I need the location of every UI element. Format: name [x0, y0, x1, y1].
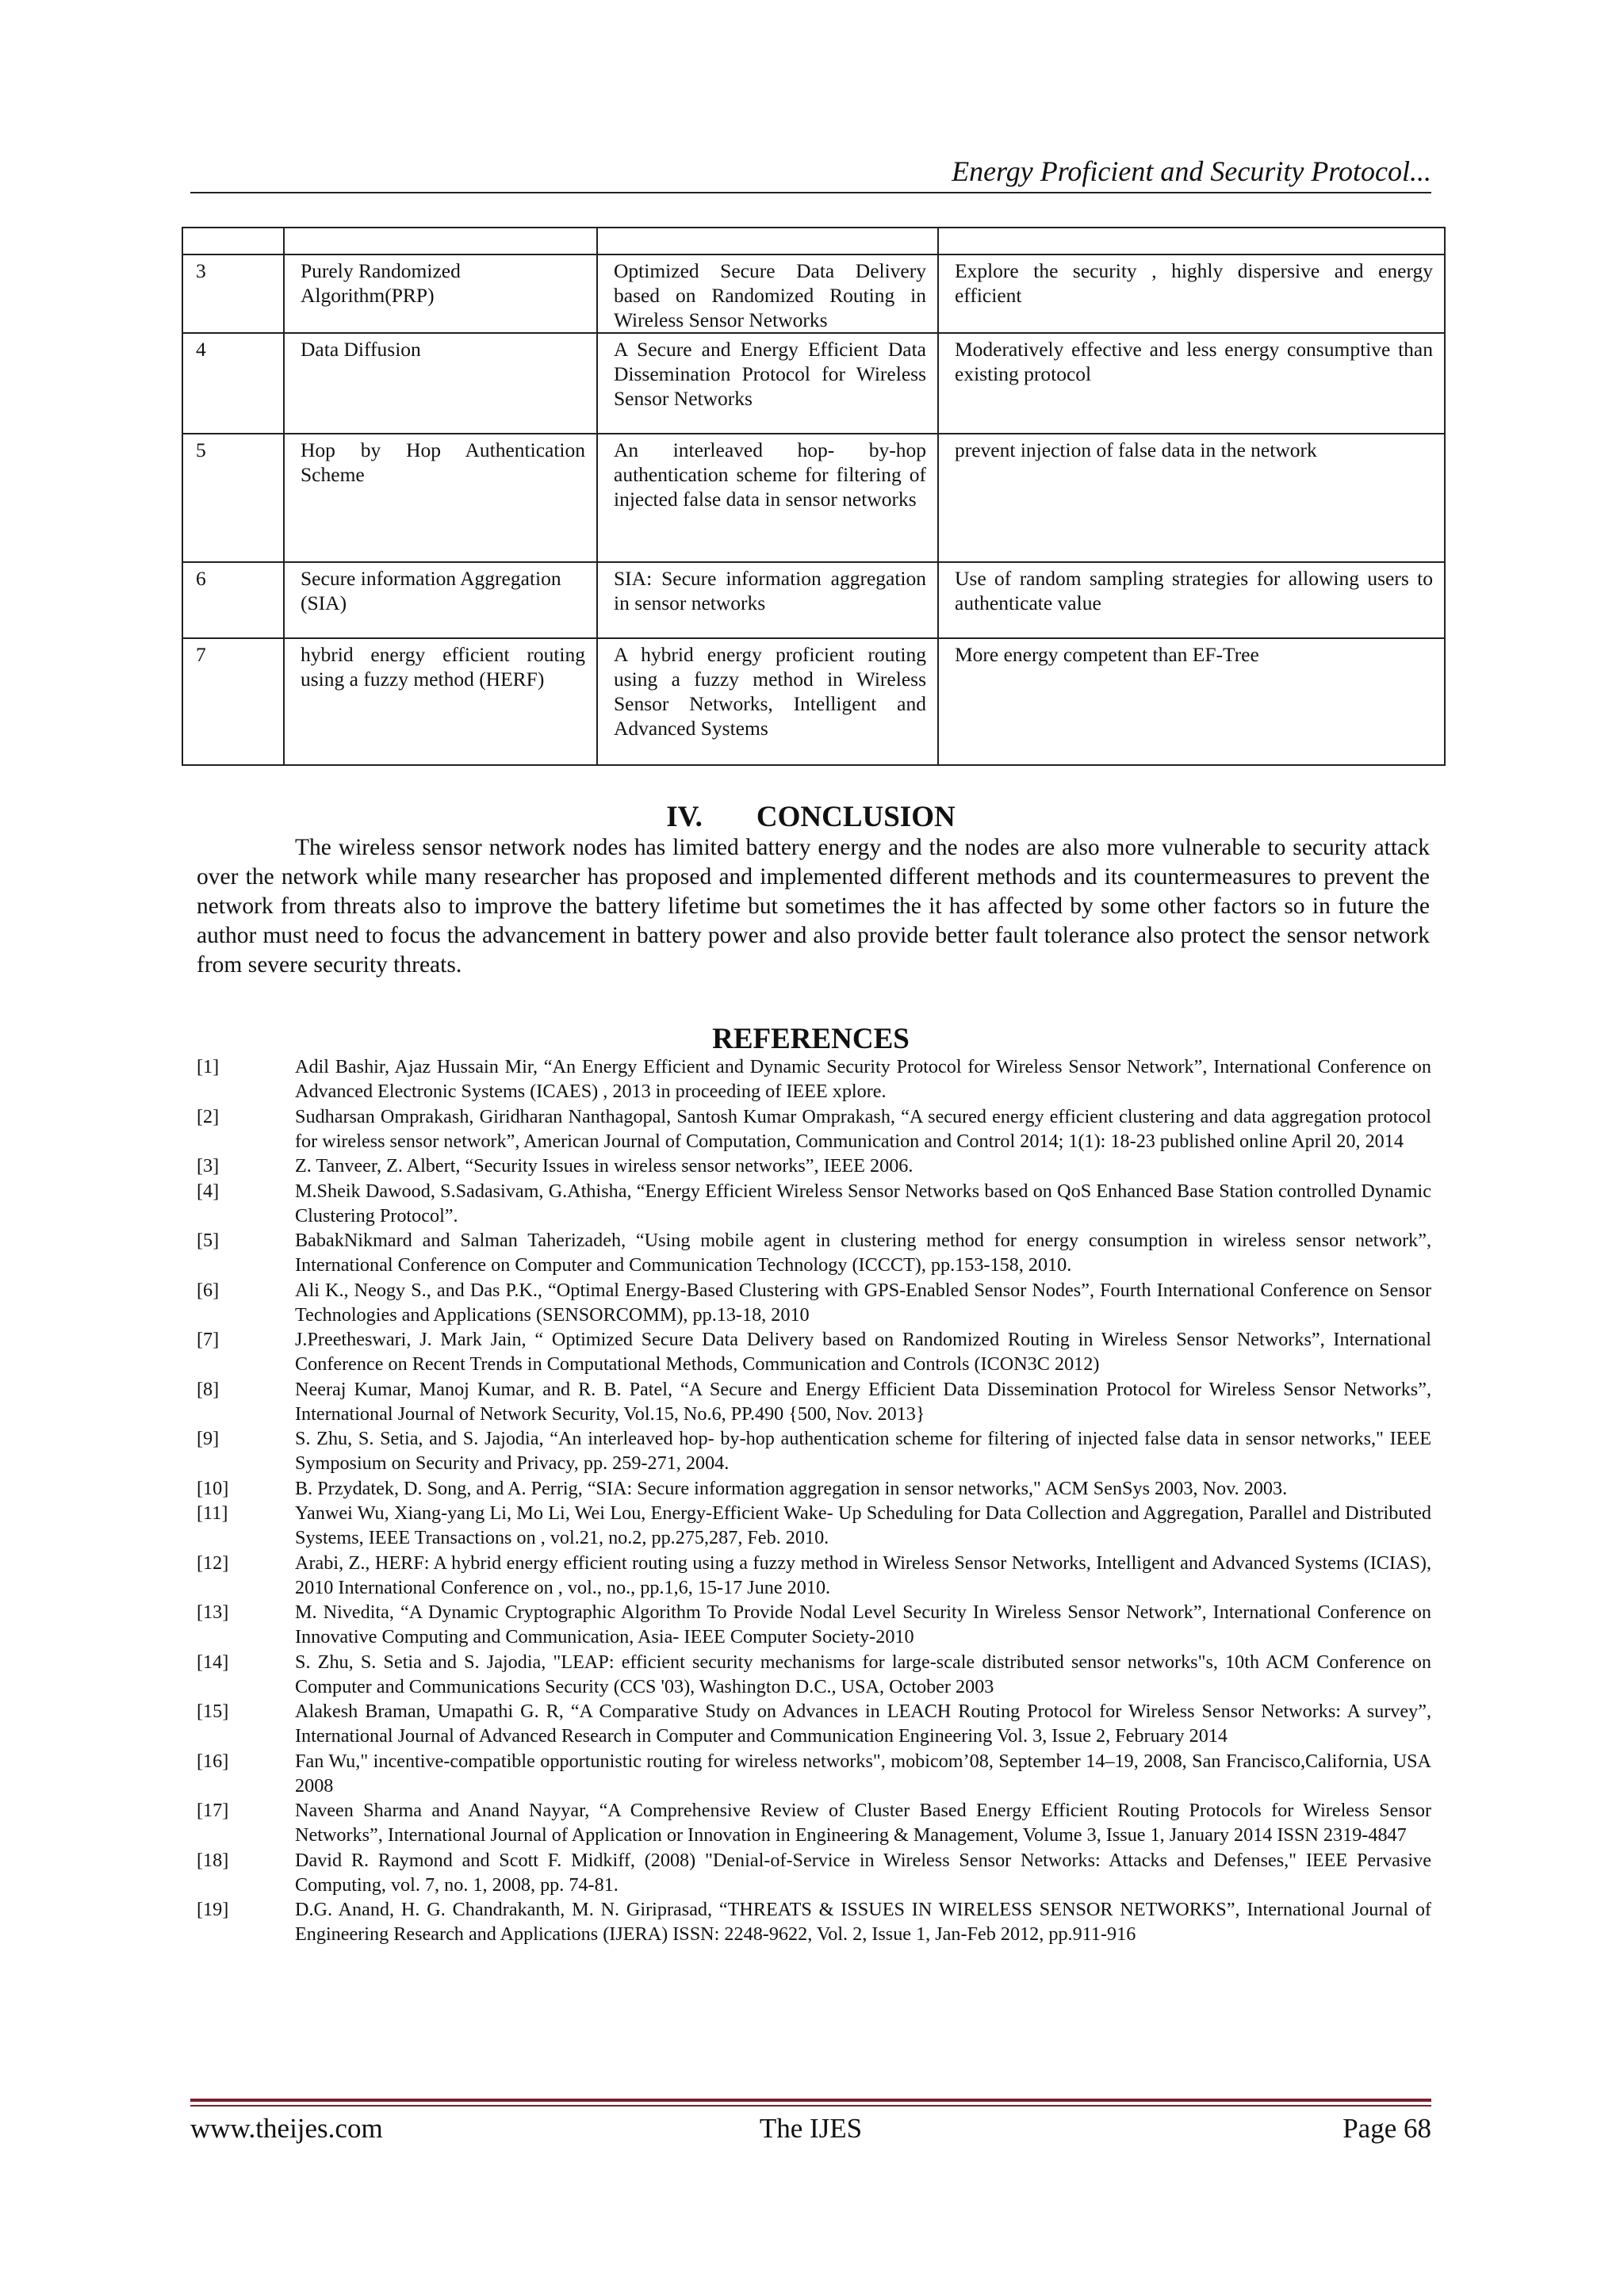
table-cell-protocol: Data Diffusion: [284, 333, 597, 434]
table-cell-remarks: Explore the security , highly dispersive and energy efficient: [938, 254, 1445, 333]
reference-item: [197, 1650, 1431, 1699]
reference-text: Neeraj Kumar, Manoj Kumar, and R. B. Patel, “A Secure and Energy Efficient Data Dissemination Protocol for Wireless Sensor Networks”, International Journal of Network Security, Vol.15, No.6, PP.490 {500, Nov. 2013}: [295, 1378, 1431, 1425]
table-row: [182, 562, 1445, 638]
reference-number: [12]: [197, 1552, 229, 1574]
reference-text: D.G. Anand, H. G. Chandrakanth, M. N. Giriprasad, “THREATS & ISSUES IN WIRELESS SENSOR NETWORKS”, International Journal of Engineering Research and Applications (IJERA) ISSN: 2248-9622, Vol. 2, Issue 1, Jan-Feb 2012, pp.911-916: [295, 1899, 1431, 1945]
table-cell-protocol: Hop by Hop Authentication Scheme: [284, 434, 597, 562]
table-cell-paper: An interleaved hop- by-hop authentication scheme for filtering of injected false data in sensor networks: [597, 434, 938, 562]
reference-number: [10]: [197, 1477, 229, 1499]
reference-text: M. Nivedita, “A Dynamic Cryptographic Algorithm To Provide Nodal Level Security In Wireless Sensor Network”, International Conference on Innovative Computing and Communication, Asia- IEEE Computer Society-2010: [295, 1601, 1431, 1647]
footer-rule: [190, 2099, 1431, 2107]
reference-number: [8]: [197, 1378, 220, 1400]
reference-text: Naveen Sharma and Anand Nayyar, “A Comprehensive Review of Cluster Based Energy Efficient Routing Protocols for Wireless Sensor Networks”, International Journal of Application or Innovation in Engineering & Management, Volume 3, Issue 1, January 2014 ISSN 2319-4847: [295, 1800, 1431, 1846]
table-row: [182, 333, 1445, 434]
footer-journal: The IJES: [759, 2113, 863, 2144]
table-cell-num: 5: [182, 434, 284, 562]
reference-number: [4]: [197, 1180, 220, 1202]
reference-item: [197, 1154, 1431, 1178]
reference-item: [197, 1848, 1431, 1897]
table-cell-num: [182, 228, 284, 254]
reference-item: [197, 1426, 1431, 1475]
reference-item: [197, 1278, 1431, 1327]
reference-item: [197, 1327, 1431, 1376]
reference-number: [17]: [197, 1800, 229, 1821]
reference-text: M.Sheik Dawood, S.Sadasivam, G.Athisha, “Energy Efficient Wireless Sensor Networks based on QoS Enhanced Base Station controlled Dynamic Clustering Protocol”.: [295, 1180, 1431, 1226]
table-cell-remarks: More energy competent than EF-Tree: [938, 638, 1445, 765]
section-number: IV.: [666, 801, 703, 833]
reference-text: Sudharsan Omprakash, Giridharan Nanthagopal, Santosh Kumar Omprakash, “A secured energy efficient clustering and data aggregation protocol for wireless sensor network”, American Journal of Computation, Communication and Control 2014; 1(1): 18-23 published online April 20, 2014: [295, 1105, 1431, 1152]
reference-item: [197, 1749, 1431, 1798]
reference-text: Ali K., Neogy S., and Das P.K., “Optimal Energy-Based Clustering with GPS-Enabled Sensor Nodes”, Fourth International Conference on Sensor Technologies and Applications (SENSORCOMM), pp.13-18, 2010: [295, 1279, 1431, 1326]
reference-text: Fan Wu," incentive-compatible opportunistic routing for wireless networks", mobicom’08, September 14–19, 2008, San Francisco,California, USA 2008: [295, 1750, 1431, 1797]
table-cell-protocol: Purely Randomized Algorithm(PRP): [284, 254, 597, 333]
reference-number: [3]: [197, 1155, 220, 1177]
reference-text: J.Preetheswari, J. Mark Jain, “ Optimized Secure Data Delivery based on Randomized Routing in Wireless Sensor Networks”, International Conference on Recent Trends in Computational Methods, Communication and Controls (ICON3C 2012): [295, 1329, 1431, 1375]
table-cell-paper: Optimized Secure Data Delivery based on Randomized Routing in Wireless Sensor Networks: [597, 254, 938, 333]
table-cell-num: 4: [182, 333, 284, 434]
table-cell-num: 7: [182, 638, 284, 765]
table-cell-protocol: hybrid energy efficient routing using a fuzzy method (HERF): [284, 638, 597, 765]
table-cell-num: 6: [182, 562, 284, 638]
reference-item: [197, 1179, 1431, 1228]
table-cell-paper: [597, 228, 938, 254]
reference-number: [1]: [197, 1056, 220, 1077]
reference-item: [197, 1798, 1431, 1847]
reference-number: [5]: [197, 1230, 220, 1251]
reference-number: [19]: [197, 1899, 229, 1920]
reference-text: B. Przydatek, D. Song, and A. Perrig, “SIA: Secure information aggregation in sensor networks," ACM SenSys 2003, Nov. 2003.: [295, 1477, 1288, 1499]
header-rule: [190, 192, 1431, 193]
reference-item: [197, 1897, 1431, 1946]
table-cell-paper: A Secure and Energy Efficient Data Dissemination Protocol for Wireless Sensor Networks: [597, 333, 938, 434]
reference-number: [14]: [197, 1651, 229, 1673]
section-title: CONCLUSION: [756, 801, 956, 833]
reference-text: Z. Tanveer, Z. Albert, “Security Issues in wireless sensor networks”, IEEE 2006.: [295, 1155, 914, 1177]
reference-number: [16]: [197, 1750, 229, 1772]
reference-item: [197, 1501, 1431, 1550]
table-cell-protocol: Secure information Aggregation (SIA): [284, 562, 597, 638]
reference-number: [7]: [197, 1329, 220, 1350]
table-row: [182, 254, 1445, 333]
reference-number: [6]: [197, 1279, 220, 1301]
table-row: [182, 434, 1445, 562]
reference-item: [197, 1551, 1431, 1600]
running-header: Energy Proficient and Security Protocol...: [952, 155, 1431, 187]
reference-item: [197, 1054, 1431, 1104]
references-heading: REFERENCES: [712, 1023, 910, 1055]
table-row: [182, 228, 1445, 254]
reference-item: [197, 1699, 1431, 1748]
footer-page-number: Page 68: [1342, 2113, 1431, 2144]
reference-text: S. Zhu, S. Setia, and S. Jajodia, “An interleaved hop- by-hop authentication scheme for filtering of injected false data in sensor networks," IEEE Symposium on Security and Privacy, pp. 259-271, 2004.: [295, 1428, 1431, 1474]
reference-list: [197, 1054, 1431, 1947]
footer-website: www.theijes.com: [190, 2113, 383, 2144]
reference-item: [197, 1600, 1431, 1649]
reference-number: [13]: [197, 1601, 229, 1623]
reference-item: [197, 1377, 1431, 1426]
reference-item: [197, 1228, 1431, 1277]
reference-number: [18]: [197, 1849, 229, 1871]
reference-text: Arabi, Z., HERF: A hybrid energy efficient routing using a fuzzy method in Wireless Sensor Networks, Intelligent and Advanced Systems (ICIAS), 2010 International Conference on , vol., no., pp.1,6, 15-17 June 2010.: [295, 1552, 1431, 1598]
reference-text: BabakNikmard and Salman Taherizadeh, “Using mobile agent in clustering method for energy consumption in wireless sensor network”, International Conference on Computer and Communication Technology (ICCCT), pp.153-158, 2010.: [295, 1230, 1431, 1276]
reference-text: Yanwei Wu, Xiang-yang Li, Mo Li, Wei Lou, Energy-Efficient Wake- Up Scheduling for Data Collection and Aggregation, Parallel and Distributed Systems, IEEE Transactions on , vol.21, no.2, pp.275,287, Feb. 2010.: [295, 1502, 1431, 1548]
table-cell-remarks: Use of random sampling strategies for allowing users to authenticate value: [938, 562, 1445, 638]
table-cell-num: 3: [182, 254, 284, 333]
reference-text: Alakesh Braman, Umapathi G. R, “A Comparative Study on Advances in LEACH Routing Protocol for Wireless Sensor Networks: A survey”, International Journal of Advanced Research in Computer and Communication Engineering Vol. 3, Issue 2, February 2014: [295, 1701, 1431, 1747]
table-cell-protocol: [284, 228, 597, 254]
table-cell-paper: A hybrid energy proficient routing using a fuzzy method in Wireless Sensor Networks, Intelligent and Advanced Systems: [597, 638, 938, 765]
conclusion-paragraph: The wireless sensor network nodes has limited battery energy and the nodes are also more vulnerable to security attack over the network while many researcher has proposed and implemented different methods and its countermeasures to prevent the network from threats also to improve the battery lifetime but sometimes the it has affected by some other factors so in future the author must need to focus the advancement in battery power and also provide better fault tolerance also protect the sensor network from severe security threats.: [197, 835, 1430, 978]
page-footer: [190, 2111, 1431, 2146]
protocol-comparison-table: [182, 227, 1446, 766]
table-cell-paper: SIA: Secure information aggregation in sensor networks: [597, 562, 938, 638]
reference-text: Adil Bashir, Ajaz Hussain Mir, “An Energy Efficient and Dynamic Security Protocol for Wireless Sensor Network”, International Conference on Advanced Electronic Systems (ICAES) , 2013 in proceeding of IEEE xplore.: [295, 1056, 1431, 1102]
reference-item: [197, 1104, 1431, 1154]
reference-number: [15]: [197, 1701, 229, 1722]
reference-number: [11]: [197, 1502, 228, 1524]
table-row: [182, 638, 1445, 765]
conclusion-heading: [190, 798, 1431, 837]
reference-item: [197, 1476, 1431, 1501]
reference-text: S. Zhu, S. Setia and S. Jajodia, "LEAP: efficient security mechanisms for large-scale distributed sensor networks"s, 10th ACM Conference on Computer and Communications Security (CCS '03), Washington D.C., USA, October 2003: [295, 1651, 1431, 1697]
reference-number: [2]: [197, 1105, 220, 1127]
reference-text: David R. Raymond and Scott F. Midkiff, (2008) "Denial-of-Service in Wireless Sensor Networks: Attacks and Defenses," IEEE Pervasive Computing, vol. 7, no. 1, 2008, pp. 74-81.: [295, 1849, 1431, 1896]
reference-number: [9]: [197, 1428, 220, 1449]
table-cell-remarks: Moderatively effective and less energy consumptive than existing protocol: [938, 333, 1445, 434]
table-cell-remarks: prevent injection of false data in the network: [938, 434, 1445, 562]
table-cell-remarks: [938, 228, 1445, 254]
